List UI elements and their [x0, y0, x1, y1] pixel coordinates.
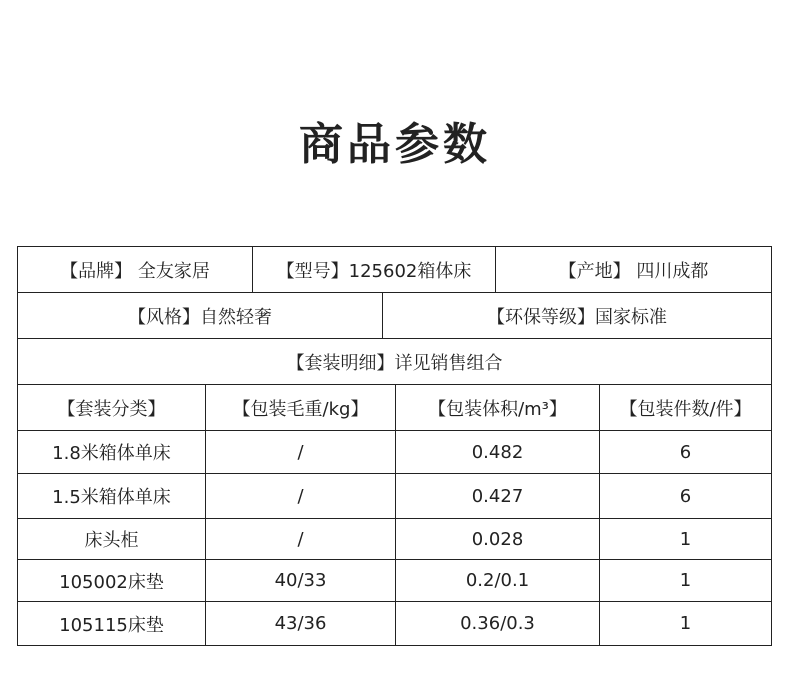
row-volume: 0.2/0.1: [396, 560, 600, 601]
row-count: 6: [679, 485, 692, 507]
row-category: 1.5米箱体单床: [18, 474, 206, 518]
product-params-table: [17, 246, 772, 646]
table-header-row: [18, 385, 771, 431]
eco-grade-cell: 【环保等级】国家标准: [487, 306, 667, 328]
table-row: [18, 602, 771, 645]
info-row-3: [18, 339, 771, 385]
brand-cell: 【品牌】 全友家居: [18, 247, 253, 292]
model-cell: 【型号】125602箱体床: [253, 247, 496, 292]
row-volume: 0.028: [396, 519, 600, 559]
row-volume: 0.482: [396, 431, 600, 473]
row-volume: 0.427: [396, 474, 600, 518]
table-row: [18, 474, 771, 519]
row-count: 1: [679, 613, 692, 634]
table-row: [18, 560, 771, 602]
row-category: 床头柜: [18, 519, 206, 559]
table-row: [18, 431, 771, 474]
info-row-2: [18, 293, 771, 339]
row-category: 105115床垫: [18, 602, 206, 645]
origin-cell: 【产地】 四川成都: [558, 260, 709, 282]
row-weight: /: [206, 519, 396, 559]
info-row-1: [18, 247, 771, 293]
row-count: 1: [679, 528, 692, 550]
table-row: [18, 519, 771, 560]
row-weight: 43/36: [206, 602, 396, 645]
row-weight: 40/33: [206, 560, 396, 601]
page-title: 商品参数: [299, 119, 491, 170]
row-count: 6: [679, 441, 692, 463]
row-category: 1.8米箱体单床: [18, 431, 206, 473]
header-weight: 【包装毛重/kg】: [206, 385, 396, 430]
row-volume: 0.36/0.3: [396, 602, 600, 645]
header-category: 【套装分类】: [18, 385, 206, 430]
style-cell: 【风格】自然轻奢: [18, 293, 383, 338]
package-detail-cell: 【套装明细】详见销售组合: [286, 352, 503, 374]
header-count: 【包装件数/件】: [619, 398, 752, 420]
row-weight: /: [206, 474, 396, 518]
row-count: 1: [679, 570, 692, 591]
row-weight: /: [206, 431, 396, 473]
row-category: 105002床垫: [18, 560, 206, 601]
header-volume: 【包装体积/m³】: [396, 385, 600, 430]
